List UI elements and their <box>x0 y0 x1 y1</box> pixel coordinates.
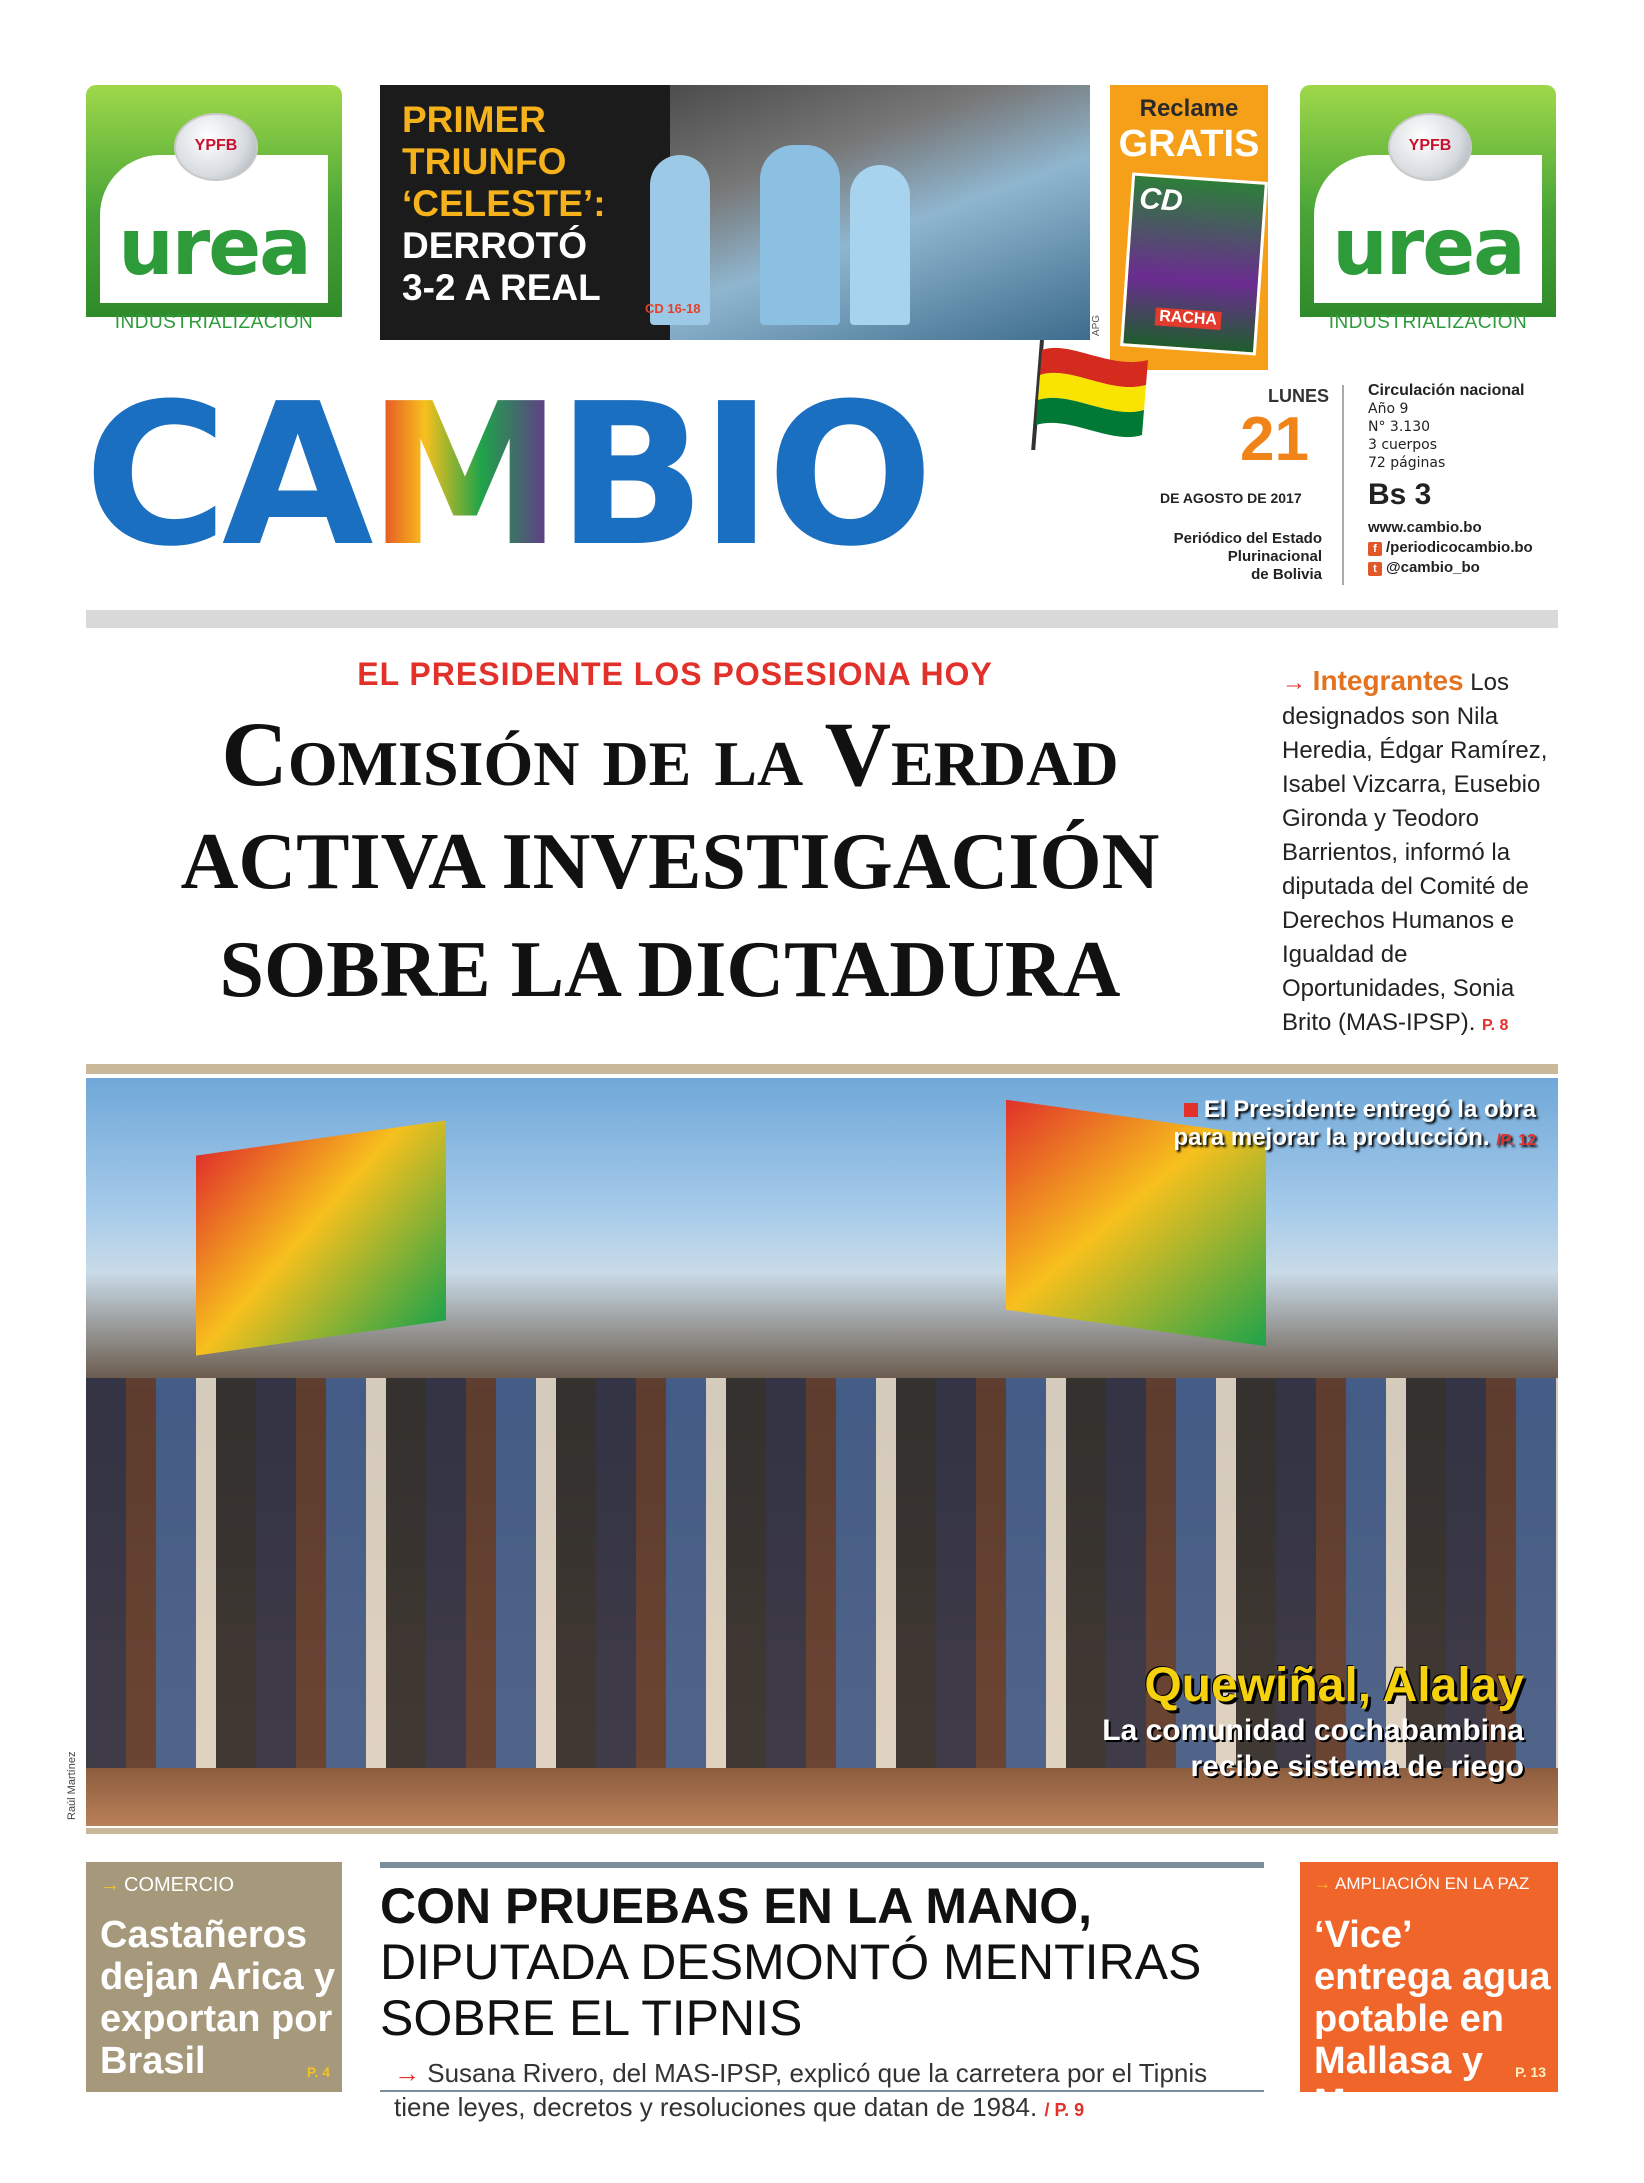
arrow-right-icon: → <box>100 1874 120 1896</box>
circulation-info: Circulación nacional Año 9 N° 3.130 3 cuerpos 72 páginas <box>1368 382 1525 471</box>
story-bottom-rule <box>380 2090 1264 2092</box>
sidebar-page-ref[interactable]: P. 8 <box>1482 1017 1509 1034</box>
masthead-rule <box>86 610 1558 628</box>
player-figure <box>850 165 910 325</box>
urea-ad-caption: INDUSTRIALIZACIÓN <box>114 312 314 333</box>
sidebar-label: Integrantes <box>1312 665 1464 696</box>
ypfb-logo: YPFB <box>174 113 258 181</box>
teaser-title: Castañeros dejan Arica y exportan por Brasil <box>100 1914 336 2082</box>
page-ref: P. 13 <box>1515 2064 1546 2080</box>
promo-page-ref: CD 16-18 <box>645 301 701 316</box>
month-year: DE AGOSTO DE 2017 <box>1160 490 1302 506</box>
price: Bs 3 <box>1368 478 1432 511</box>
photo-subtitle: La comunidad cochabambina <box>1102 1714 1524 1747</box>
publisher-line: Periódico del Estado Plurinacional de Bolivia <box>1173 530 1322 583</box>
main-photo[interactable] <box>86 1078 1558 1826</box>
story-top-rule <box>380 1862 1264 1868</box>
urea-ad-caption: INDUSTRIALIZACIÓN <box>1328 312 1528 333</box>
facebook-icon: f <box>1368 542 1382 556</box>
arrow-right-icon: → <box>394 2058 420 2088</box>
player-figure <box>650 155 710 325</box>
promo-reclame: Reclame <box>1139 95 1239 122</box>
arrow-right-icon: → <box>1314 1874 1331 1893</box>
photo-bottom-rule <box>86 1828 1558 1834</box>
promo-gratis: GRATIS <box>1118 123 1260 165</box>
page-ref: / P. 9 <box>1044 2100 1085 2120</box>
square-bullet-icon <box>1184 1103 1198 1117</box>
promo-headline: PRIMER TRIUNFO ‘CELESTE’: DERROTÓ 3-2 A REAL <box>402 99 606 308</box>
section-label: → AMPLIACIÓN EN LA PAZ <box>1314 1874 1530 1893</box>
page-ref: P. 4 <box>306 2064 330 2080</box>
sidebar-text: Los designados son Nila Heredia, Édgar Ramírez, Isabel Vizcarra, Eusebio Gironda y Teodoro Barrientos, informó la diputada del Comité de Derechos Humanos e Igualdad de Oportunidades, Sonia Brito (MAS-IPSP). <box>1282 669 1548 1036</box>
teaser-title: ‘Vice’ entrega agua potable en Mallasa y Mecapaca <box>1314 1914 1551 2124</box>
photo-title: Quewiñal, Alalay <box>1144 1659 1524 1712</box>
urea-logo-text: urea <box>118 203 310 293</box>
photo-credit: Raúl Martínez <box>66 1751 78 1820</box>
section-label: → COMERCIO <box>100 1874 234 1896</box>
cd-cover-image: CD RACHA <box>1120 172 1268 355</box>
photo-top-rule <box>86 1064 1558 1074</box>
urea-logo-text: urea <box>1332 203 1524 293</box>
urea-ad-right[interactable] <box>1300 85 1556 317</box>
weekday: LUNES <box>1268 386 1330 406</box>
lead-sidebar <box>1282 664 1552 1043</box>
lead-headline[interactable]: Comisión de la Verdad ACTIVA INVESTIGACIÓN SOBRE LA DICTADURA <box>180 703 1160 1014</box>
twitter-link[interactable]: t @cambio_bo <box>1368 558 1533 578</box>
lead-kicker: EL PRESIDENTE LOS POSESIONA HOY <box>357 656 993 692</box>
ypfb-logo: YPFB <box>1388 113 1472 181</box>
bolivia-flag-icon <box>1030 340 1150 450</box>
website-link[interactable]: www.cambio.bo <box>1368 519 1482 536</box>
story-headline: CON PRUEBAS EN LA MANO, DIPUTADA DESMONTÓ MENTIRAS SOBRE EL TIPNIS <box>380 1878 1202 2046</box>
story-summary: → Susana Rivero, del MAS-IPSP, explicó que la carretera por el Tipnis tiene leyes, decretos y resoluciones que datan de 1984. / P. 9 <box>394 2058 1208 2122</box>
twitter-icon: t <box>1368 562 1382 576</box>
day-number: 21 <box>1240 405 1309 474</box>
wiphala-banner <box>196 1120 446 1355</box>
photo-title-block <box>1102 1658 1524 1785</box>
arrow-right-icon: → <box>1282 669 1306 696</box>
commerce-teaser[interactable] <box>86 1862 342 2092</box>
water-teaser[interactable] <box>1300 1862 1558 2124</box>
urea-ad-left[interactable] <box>86 85 342 317</box>
cd-supplement-promo[interactable] <box>1110 85 1268 370</box>
photo-subtitle: recibe sistema de riego <box>1190 1750 1524 1783</box>
player-figure <box>760 145 840 325</box>
sports-promo[interactable] <box>380 85 1090 340</box>
divider <box>1342 385 1344 585</box>
cambio-logo[interactable]: CAMBIO <box>84 362 928 590</box>
photo-caption: El Presidente entregó la obra para mejorar la producción. /P. 12 <box>1173 1096 1536 1151</box>
photo-credit: APG <box>1091 314 1103 337</box>
tipnis-story[interactable] <box>380 1862 1264 2122</box>
facebook-link[interactable]: f /periodicocambio.bo <box>1368 538 1533 558</box>
contact-links <box>1368 518 1533 578</box>
